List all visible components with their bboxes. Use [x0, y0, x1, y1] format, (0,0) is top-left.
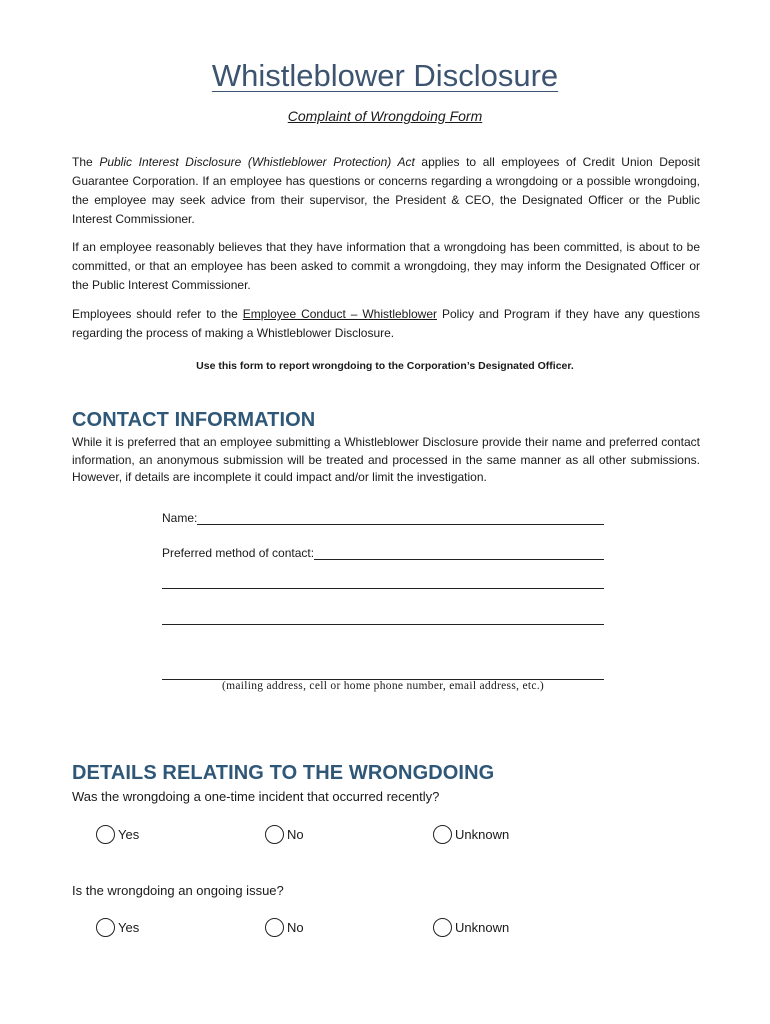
option-label: Unknown [455, 920, 510, 935]
option-label: Unknown [455, 827, 510, 842]
intro-paragraph-belief: If an employee reasonably believes that they have information that a wrongdoing has been committed, is about to be committed, or that an employee has been asked to commit a wrongdoing, they may inform the Designated Officer or the Public Interest Commissioner. [72, 240, 700, 292]
option-label: No [287, 827, 304, 842]
contact-intro-text: While it is preferred that an employee submitting a Whistleblower Disclosure provide their name and preferred contact information, an anonymous submission will be treated and processed in the same manner as all other submissions. However, if details are incomplete it could impact and/or limit the investigation. [72, 435, 700, 484]
q1-option-no[interactable] [265, 825, 304, 844]
option-label: Yes [118, 920, 140, 935]
q2-option-unknown[interactable] [433, 918, 509, 937]
contact-detail-line-1[interactable] [162, 588, 604, 589]
intro-p3-lead: Employees should refer to the [72, 307, 243, 321]
contact-detail-line-2[interactable] [162, 624, 604, 625]
radio-circle-icon[interactable] [96, 825, 115, 844]
intro-p3-rest: Policy and Program if they have any questions regarding the process of making a Whistleblower Disclosure. [72, 307, 701, 340]
name-field[interactable] [162, 507, 604, 525]
q2-option-no[interactable] [265, 918, 304, 937]
radio-circle-icon[interactable] [265, 825, 284, 844]
name-label: Name: [162, 511, 198, 525]
page-title: Whistleblower Disclosure [211, 58, 559, 93]
option-label: Yes [118, 827, 140, 842]
contact-method-input-line[interactable] [314, 545, 604, 560]
act-name: Public Interest Disclosure (Whistleblower Protection) Act [99, 155, 415, 169]
details-section-heading: DETAILS RELATING TO THE WRONGDOING [72, 762, 495, 784]
radio-circle-icon[interactable] [96, 918, 115, 937]
page-subtitle: Complaint of Wrongdoing Form [287, 108, 483, 124]
intro-paragraph-policy [72, 305, 700, 343]
contact-method-field[interactable] [162, 542, 604, 560]
report-notice: Use this form to report wrongdoing to the Corporation’s Designated Officer. [196, 360, 574, 372]
q1-option-unknown[interactable] [433, 825, 509, 844]
radio-circle-icon[interactable] [433, 825, 452, 844]
radio-circle-icon[interactable] [265, 918, 284, 937]
intro-p1-rest: applies to all employees of Credit Union Deposit Guarantee Corporation. If an employee has questions or concerns regarding a wrongdoing or a possible wrongdoing, the employee may seek advice from their supervisor, the President & CEO, the Designated Officer or the Public Interest Commissioner. [72, 155, 700, 226]
intro-p1-lead: The [72, 155, 100, 169]
intro-paragraph-act [72, 153, 700, 229]
contact-section-heading: CONTACT INFORMATION [72, 409, 316, 431]
contact-method-label: Preferred method of contact: [162, 546, 315, 560]
q2-option-yes[interactable] [96, 918, 139, 937]
policy-reference: Employee Conduct – Whistleblower [242, 307, 438, 321]
question-one-time: Was the wrongdoing a one-time incident that occurred recently? [72, 789, 440, 804]
contact-hint: (mailing address, cell or home phone number, email address, etc.) [221, 680, 545, 692]
q1-option-yes[interactable] [96, 825, 139, 844]
question-ongoing: Is the wrongdoing an ongoing issue? [72, 883, 284, 898]
name-input-line[interactable] [197, 510, 604, 525]
option-label: No [287, 920, 304, 935]
radio-circle-icon[interactable] [433, 918, 452, 937]
